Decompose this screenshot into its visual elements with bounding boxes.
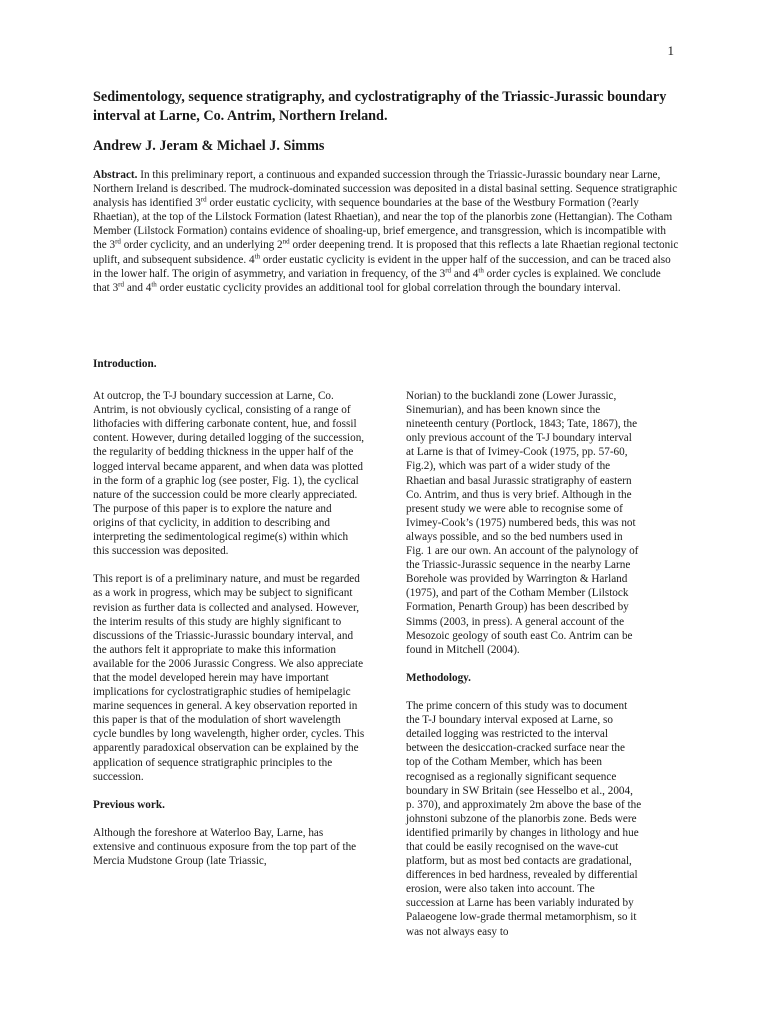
abstract-text: order cyclicity, and an underlying 2 bbox=[120, 239, 283, 252]
superscript: th bbox=[151, 280, 157, 289]
abstract-text: and 4 bbox=[124, 281, 152, 294]
paper-title: Sedimentology, sequence stratigraphy, and cyclostratigraphy of the Triassic-Jurassic boundary interval at Larne, Co. Antrim, Northern Ireland. bbox=[93, 89, 667, 124]
abstract-text: order eustatic cyclicity is evident in the upper half of the succession, and can be traced also in the lower half. The origin of asymmetry, and variation in frequency, of the 3 bbox=[93, 253, 671, 280]
body-paragraph: This report is of a preliminary nature, and must be regarded as a work in progress, which may be subject to significant revision as further data is collected and analysed. However, the interim results of this study are highly significant to discussions of the Triassic-Jurassic boundary interval, and the authors felt it appropriate to make this information available for the 2006 Jurassic Congress. We also appreciate that the model developed herein may have important implications for cyclostratigraphic studies of hemipelagic marine sequences in general. A key observation reported in this paper is that of the modulation of short wavelength cycle bundles by long wavelength, higher order, cycles. This apparently paradoxical observation can be explained by the application of sequence stratigraphic principles to the succession. bbox=[93, 573, 365, 783]
superscript: nd bbox=[282, 237, 290, 246]
abstract bbox=[93, 168, 679, 295]
body-paragraph: Norian) to the bucklandi zone (Lower Jurassic, Sinemurian), and has been known since the nineteenth century (Portlock, 1843; Tate, 1867), the only previous account of the T-J boundary interval at Larne is that of Ivimey-Cook (1975, pp. 57-60, Fig.2), which was part of a wider study of the Rhaetian and basal Jurassic stratigraphy of eastern Co. Antrim, and thus is very brief. Although in the present study we were able to recognise some of Ivimey-Cook’s (1975) numbered beds, this was not always possible, and so the bed numbers used in Fig. 1 are our own. An account of the palynology of the Triassic-Jurassic sequence in the nearby Larne Borehole was provided by Warrington & Harland (1975), and part of the Cotham Member (Lilstock Formation, Penarth Group) has been described by Simms (2003, in press). A general account of the Mesozoic geology of south east Co. Antrim can be found in Mitchell (2004). bbox=[406, 390, 639, 656]
superscript: rd bbox=[115, 237, 121, 246]
superscript: th bbox=[254, 251, 261, 260]
abstract-text: order deepening trend. It is proposed that this reflects a late Rhaetian regional tectonic uplift, and subsequent subsidence. 4 bbox=[93, 239, 679, 266]
abstract-text: order eustatic cyclicity, with sequence boundaries at the base of the Westbury Formation (?early Rhaetian), at the top of the Lilstock Formation (latest Rhaetian), and near the top of the planorbis zone (Hettangian). The Cotham Member (Lilstock Formation) contains evidence of shoaling-up, brief emergence, and transgression, which is incompatible with the 3 bbox=[93, 197, 673, 252]
superscript: rd bbox=[445, 265, 452, 274]
abstract-text: order eustatic cyclicity provides an additional tool for global correlation through the boundary interval. bbox=[156, 281, 621, 294]
abstract-text: order cycles is explained. We conclude that 3 bbox=[93, 267, 661, 294]
body-paragraph: Although the foreshore at Waterloo Bay, Larne, has extensive and continuous exposure from the top part of the Mercia Mudstone Group (late Triassic, bbox=[93, 827, 357, 868]
paper-authors: Andrew J. Jeram & Michael J. Simms bbox=[93, 138, 325, 154]
section-heading-methodology: Methodology. bbox=[406, 671, 471, 684]
body-paragraph: The prime concern of this study was to document the T-J boundary interval exposed at Larne, so detailed logging was restricted to the interval between the desiccation-cracked surface near the top of the Cotham Member, which has been recognised as a regionally significant sequence boundary in SW Britain (see Hesselbo et al., 2004, p. 370), and approximately 2m above the base of the johnstoni subzone of the planorbis zone. Beds were identified primarily by changes in lithology and hue that could be easily recognised on the wave-cut platform, but as most bed contacts are gradational, differences in bed hardness, revealed by differential erosion, were also taken into account. The succession at Larne has been variably indurated by Palaeogene low-grade thermal metamorphism, so it was not always easy to bbox=[406, 700, 642, 938]
superscript: th bbox=[478, 265, 484, 274]
body-paragraph: At outcrop, the T-J boundary succession at Larne, Co. Antrim, is not obviously cyclical, consisting of a range of lithofacies with differing carbonate content, hue, and fossil content. However, during detailed logging of the succession, the regularity of bedding thickness in the upper half of the logged interval became apparent, and when data was plotted in the form of a graphic log (see poster, Fig. 1), the cyclical nature of the succession could be more clearly appreciated. The purpose of this paper is to explore the nature and origins of that cyclicity, in addition to describing and interpreting the sedimentological regime(s) within which this succession was deposited. bbox=[93, 390, 365, 558]
right-column bbox=[406, 389, 642, 953]
page-number: 1 bbox=[667, 43, 674, 58]
abstract-text: In this preliminary report, a continuous and expanded succession through the Triassic-Jurassic boundary near Larne, Northern Ireland is described. The mudrock-dominated succession was deposited in a distal basinal setting. Sequence stratigraphic analysis has identified 3 bbox=[93, 169, 678, 210]
abstract-label: Abstract. bbox=[93, 169, 138, 181]
superscript: rd bbox=[200, 195, 207, 204]
left-column bbox=[93, 357, 365, 882]
section-heading-previous-work: Previous work. bbox=[93, 798, 165, 811]
superscript: rd bbox=[118, 280, 125, 289]
abstract-text: and 4 bbox=[451, 267, 479, 280]
section-heading-introduction: Introduction. bbox=[93, 358, 157, 370]
